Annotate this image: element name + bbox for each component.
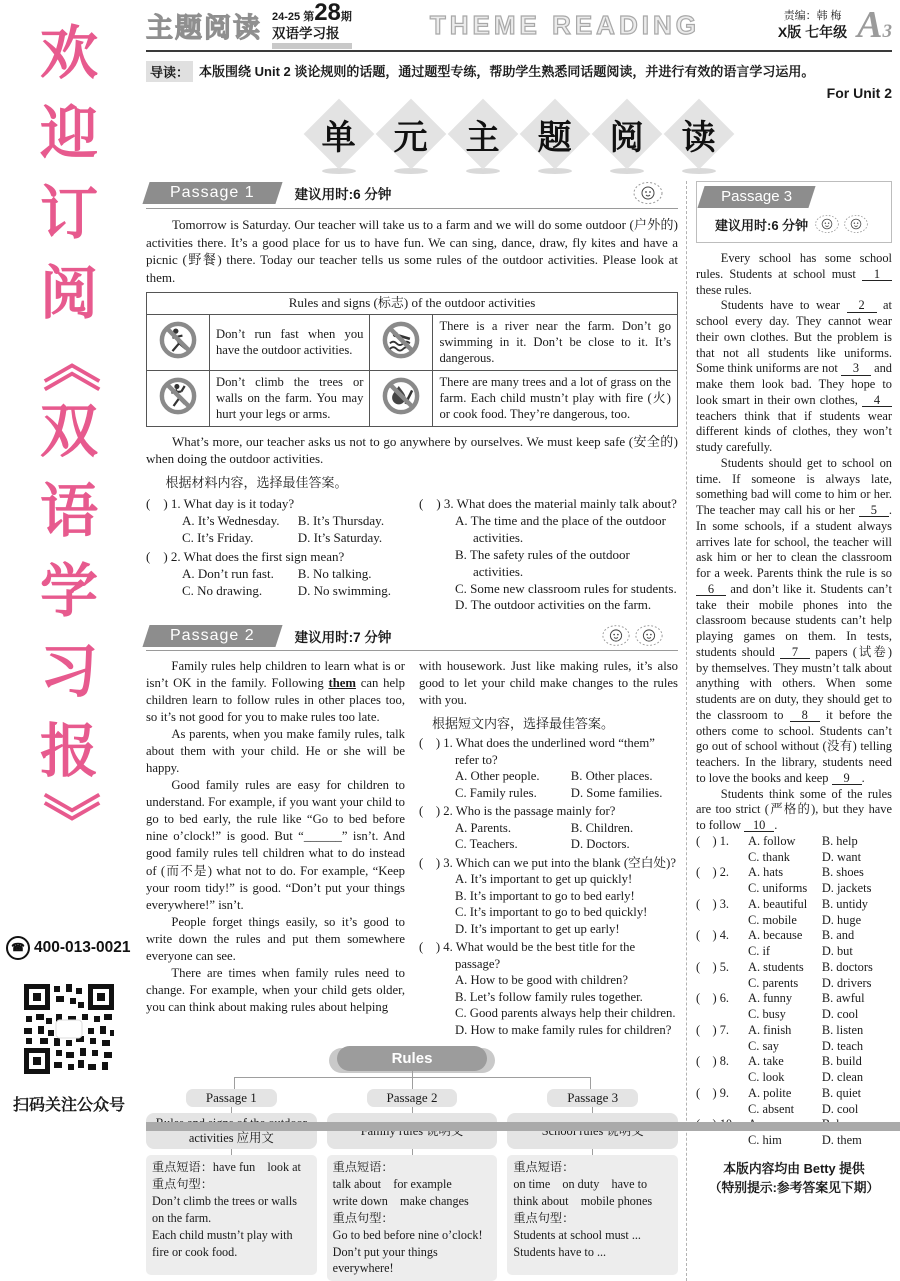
option: A. How to be good with children?: [455, 973, 629, 988]
doodle-icon: [814, 214, 869, 234]
option: D. drivers: [821, 975, 872, 990]
option: D. huge: [821, 912, 862, 927]
option: A. students: [748, 959, 804, 974]
intro-label: 导读：: [146, 61, 193, 82]
underlined-word: them: [328, 676, 356, 691]
vertical-slogan: [0, 0, 138, 850]
option: D. cool: [821, 1007, 859, 1021]
provider-note-line1: 本版内容均由 Betty 提供: [723, 1160, 865, 1176]
option-number: ( ) 7.: [696, 1022, 730, 1037]
option: C. if: [748, 944, 771, 958]
passage3-time: [703, 214, 885, 234]
no-fire-icon: [370, 370, 433, 426]
option: B. help: [821, 833, 858, 848]
note-line: 重点短语：: [332, 1160, 394, 1175]
paper-name: 双语学习报: [272, 25, 340, 41]
title-char-text: 元: [394, 118, 428, 157]
option: A. Parents.: [455, 820, 512, 835]
option-row: [696, 834, 892, 850]
passage2-col2: [419, 658, 678, 1038]
slogan-char: 迎: [39, 101, 98, 166]
note-line: Don’t put your things everywhere!: [332, 1244, 438, 1276]
intro-text: 本版围绕 Unit 2 谈论规则的话题，通过题型专练，帮助学生熟悉同话题阅读，并进行有效的语言学习运用。: [199, 64, 815, 79]
diagram-branch-passage1: [146, 1089, 317, 1281]
rule-text: Don’t climb the trees or walls on the farm. You may hurt your legs or arms.: [210, 370, 370, 426]
passage2-tab: [142, 625, 282, 647]
passage3-label: Passage 3: [721, 188, 793, 205]
option: C. busy: [748, 1007, 786, 1021]
option: B. listen: [821, 1022, 864, 1037]
passage2-paragraph: There are times when family rules need to change. For example, when your child gets older, you can think about making rules about helping: [146, 965, 405, 1014]
option: B. and: [821, 928, 855, 943]
phone-icon: ☎: [6, 936, 30, 960]
phone-number-row: [6, 936, 131, 960]
option-row: [696, 913, 892, 929]
passage2-label: Passage 2: [170, 626, 255, 644]
option-row: [696, 991, 892, 1007]
issue-number: 28: [314, 0, 341, 26]
option: A. beautiful: [748, 896, 808, 911]
option-row: [696, 1039, 892, 1055]
option: A. hats: [748, 865, 784, 880]
option: B. It’s Thursday.: [297, 512, 385, 528]
note-line: 重点短语：have fun look at: [152, 1160, 301, 1175]
theme-title: THEME READING: [429, 9, 700, 40]
passage2-time: 建议用时:7 分钟: [294, 629, 392, 645]
option-row: [696, 1007, 892, 1023]
option-row: [696, 1023, 892, 1039]
question-text: ( ) 4. What would be the best title for the passage?: [419, 940, 636, 971]
option: C. him: [748, 1133, 782, 1147]
option-row: [696, 881, 892, 897]
passage3-paragraph: Students think some of the rules are too strict (严格的), but they have to follow 10 .: [696, 786, 892, 832]
option: B. doctors: [821, 959, 873, 974]
option: B. Let’s follow family rules together.: [455, 989, 643, 1004]
branch-description: [327, 1113, 498, 1149]
passage1-header: [146, 181, 678, 209]
slogan-char: 语: [39, 479, 98, 544]
diagram-branch-passage2: [327, 1089, 498, 1281]
passage1-tab: [142, 182, 282, 204]
subscribe-sidebar: [0, 0, 138, 1131]
passage2-paragraph: As parents, when you make family rules, talk about them with your child. He or she will be happy.: [146, 727, 405, 776]
option: D. want: [821, 849, 862, 864]
edition-block: [778, 9, 847, 41]
qr-code: [22, 982, 116, 1081]
option-row: [696, 1054, 892, 1070]
option: B. Children.: [570, 820, 634, 835]
option: A. because: [748, 928, 803, 943]
option: C. mobile: [748, 912, 797, 927]
rules-signs-table: [146, 292, 678, 427]
option: B. build: [821, 1054, 862, 1069]
question-options: [146, 513, 405, 547]
main-area: [138, 0, 900, 1276]
option: C. uniforms: [748, 881, 808, 895]
edition-label: X版 七年级: [777, 24, 848, 41]
questions-left: [146, 494, 405, 614]
option: C. Teachers.: [455, 837, 518, 852]
summary-diagram: [146, 1046, 678, 1281]
slogan-char: 《: [36, 333, 102, 393]
option: D. It’s important to get up early!: [455, 921, 620, 936]
section-title: [146, 103, 892, 177]
passage1-closing: What’s more, our teacher asks us not to go anywhere by ourselves. We must keep safe (安全的) when doing the outdoor activities.: [146, 433, 678, 467]
slogan-char: 学: [39, 559, 98, 624]
option: B. Other places.: [570, 769, 653, 784]
option-row: [696, 976, 892, 992]
branch-description: activities 应用文: [146, 1113, 317, 1149]
option: A. It’s important to get up quickly!: [455, 872, 633, 887]
option: C. look: [748, 1070, 785, 1084]
paragraph-text: Family rules help children to learn what is or isn’t OK in the family. Following: [146, 659, 405, 691]
branch-label: Passage 2: [367, 1089, 458, 1107]
diagram-root: Rules: [337, 1046, 487, 1071]
passage3-header: [696, 181, 892, 243]
no-climbing-icon: [147, 370, 210, 426]
provider-note: [696, 1159, 892, 1197]
rule-text: There is a river near the farm. Don’t go swimming in it. Don’t be close to it. It’s dangerous.: [433, 314, 678, 370]
option-row: [696, 850, 892, 866]
option: A. Other people.: [455, 769, 540, 784]
note-line: write down make changes: [332, 1194, 469, 1209]
passage3-paragraph: Students should get to school on time. If someone is always late, something bad will come to him or her. The teacher may call his or her 5 . In some schools, if a student always arrives late for school, the teacher will ask him or her to clean the classroom for a week. Parents think the rule is so 6 and don’t like it. Students can’t take their mobile phones into the classroom because students can’t help playing games on them. In tests, students should 7 papers (试卷) by themselves. They mustn’t talk about anything with others. When some students are on duty, they should get to the classroom to 8 it before the others come to school. Students can’t go out of school without (没有) telling teachers. In the library, students need to love the books and keep 9 .: [696, 455, 892, 785]
option: B. No talking.: [297, 565, 372, 581]
no-running-icon: [147, 314, 210, 370]
option: A. The time and the place of the outdoor activities.: [455, 512, 666, 545]
title-char: [530, 103, 580, 177]
branch-notes: [507, 1155, 678, 1275]
title-char-text: 阅: [610, 118, 644, 157]
branch-notes: [146, 1155, 317, 1275]
provider-note-line2: （特别提示:参考答案见下期）: [708, 1179, 880, 1195]
note-line: 重点句型：: [152, 1177, 213, 1192]
title-char: [386, 103, 436, 177]
note-line: talk about for example: [332, 1177, 452, 1192]
question-options: [419, 768, 678, 801]
question-text: ( ) 1. What does the underlined word “them” refer to?: [419, 736, 655, 767]
title-char: [314, 103, 364, 177]
option-row: [696, 1070, 892, 1086]
option-number: ( ) 3.: [696, 896, 730, 911]
option-number: ( ) 9.: [696, 1085, 730, 1100]
option: C. Good parents always help their children.: [455, 1006, 676, 1021]
branch-description: [507, 1113, 678, 1149]
option-row: [696, 960, 892, 976]
passage3-paragraph: Students have to wear 2 at school every day. They cannot wear their own clothes. But the problem is that not all students like uniforms. Some think uniforms are not 3 and make them look bad. They hope to look smart in their own clothes, 4 teachers think that if students wear different kinds of clothes, they won’t study carefully.: [696, 298, 892, 454]
option-row: [696, 944, 892, 960]
diagram-connectors: [146, 1071, 678, 1089]
option: A. It’s Wednesday.: [182, 512, 280, 528]
diagram-branch-passage3: [507, 1089, 678, 1281]
table-caption: Rules and signs (标志) of the outdoor activities: [147, 292, 678, 314]
option-row: [696, 865, 892, 881]
rule-text: There are many trees and a lot of grass on the farm. Each child mustn’t play with fire (火) or cook food. They’re dangerous, too.: [433, 370, 678, 426]
option: D. It’s Saturday.: [297, 529, 383, 545]
option: B. awful: [821, 991, 865, 1006]
option: B. It’s important to go to bed early!: [455, 888, 635, 903]
slogan-char: 报: [39, 719, 98, 784]
branch-label: Passage 3: [547, 1089, 638, 1107]
option: C. It’s important to go to bed quickly!: [455, 905, 648, 920]
passage3-options: [696, 834, 892, 1149]
question-text: ( ) 3. What does the material mainly talk about?: [419, 496, 677, 512]
option-number: ( ) 1.: [696, 833, 730, 848]
passage3-time-text: 建议用时:6 分钟: [715, 217, 809, 233]
option: C. It’s Friday.: [182, 529, 254, 545]
note-line: Students have to ...: [513, 1244, 607, 1259]
option-row: [696, 1102, 892, 1118]
option: D. teach: [821, 1038, 864, 1053]
question-options: [419, 820, 678, 853]
passage1-time: 建议用时:6 分钟: [294, 187, 392, 202]
option: C. thank: [748, 849, 790, 864]
note-line: 重点句型：: [332, 1210, 394, 1225]
passage2-body: [146, 658, 678, 1038]
bottom-rule-bar: [146, 1122, 900, 1131]
title-char-text: 读: [682, 118, 716, 157]
option: A. take: [748, 1054, 784, 1069]
slogan-char: 阅: [39, 261, 98, 326]
question-text: ( ) 2. What does the first sign mean?: [146, 548, 345, 564]
slogan-char: 双: [39, 399, 98, 464]
option: A. finish: [748, 1022, 792, 1037]
option: A. Don’t run fast.: [182, 565, 274, 581]
option: B. untidy: [821, 896, 868, 911]
option: C. absent: [748, 1101, 795, 1116]
passage2-col1: [146, 658, 405, 1038]
slogan-char: 订: [39, 181, 98, 246]
title-char: [602, 103, 652, 177]
qr-caption: 扫码关注公众号: [12, 1097, 125, 1114]
note-line: Students at school must ...: [513, 1227, 641, 1242]
no-swimming-icon: [370, 314, 433, 370]
option-row: [696, 1086, 892, 1102]
passage1-instruction: 根据材料内容，选择最佳答案。: [165, 476, 348, 492]
question-text: ( ) 1. What day is it today?: [146, 496, 295, 512]
branch-label: Passage 1: [186, 1089, 277, 1107]
option-number: ( ) 5.: [696, 959, 730, 974]
passage2-paragraph: [146, 658, 405, 726]
note-line: Go to bed before nine o’clock!: [332, 1227, 483, 1242]
doodle-icon: [632, 181, 664, 205]
issue-prefix: 24-25 第: [272, 10, 315, 23]
slogan-char: 》: [36, 791, 102, 851]
left-column: [146, 181, 678, 1281]
title-char: [674, 103, 724, 177]
option: C. say: [748, 1038, 779, 1053]
option: A. follow: [748, 833, 796, 848]
rule-text: Don’t run fast when you have the outdoor activities.: [210, 314, 370, 370]
option: C. Some new classroom rules for students.: [455, 580, 677, 596]
question-text: ( ) 2. Who is the passage mainly for?: [419, 804, 616, 819]
note-line: 重点短语：: [513, 1160, 575, 1175]
passage3-tab: [697, 186, 815, 208]
title-char-text: 单: [322, 118, 356, 157]
passage2-paragraph: Good family rules are easy for children to understand. For example, if you want your child to go to bed early, the rule like “Go to bed before nine o’clock!” is good. But “______” isn’t. And good family rules tell children what to do instead of (而不是) what not to do. For example, “Keep your room tidy!” is good. “Don’t put your things everywhere!” isn’t.: [146, 778, 405, 912]
option-number: ( ) 8.: [696, 1054, 730, 1069]
option: D. The outdoor activities on the farm.: [455, 597, 652, 613]
option-number: ( ) 4.: [696, 928, 730, 943]
option: C. Family rules.: [455, 785, 537, 800]
passage2-header: [146, 624, 678, 651]
option-number: ( ) 2.: [696, 865, 730, 880]
option: A. funny: [748, 991, 793, 1006]
note-line: 重点句型：: [513, 1210, 575, 1225]
title-char: [458, 103, 508, 177]
passage2-instruction: 根据短文内容，选择最佳答案。: [432, 717, 615, 733]
option: C. No drawing.: [182, 582, 263, 598]
option: D. them: [821, 1133, 862, 1147]
passage1-label: Passage 1: [170, 184, 255, 201]
option-row: [696, 1133, 892, 1149]
masthead: [146, 0, 892, 52]
option-row: [696, 928, 892, 944]
passage2-paragraph: People forget things easily, so it’s good to write down the rules and put them somewhere everyone can see.: [146, 914, 405, 963]
note-line: on time on duty have to: [513, 1177, 648, 1192]
branch-notes: [327, 1155, 498, 1281]
option: B. The safety rules of the outdoor activities.: [455, 546, 630, 579]
slogan-char: 习: [39, 639, 98, 704]
option: D. jackets: [821, 881, 872, 895]
paragraph-text: can help children learn to follow rules in other places too, so it’s not good for you to make rules too late.: [146, 676, 406, 725]
note-line: think about mobile phones: [513, 1194, 653, 1209]
issue-suffix: 期: [340, 10, 352, 23]
option: C. parents: [748, 975, 799, 990]
content-columns: [146, 181, 892, 1281]
phone-number: 400-013-0021: [34, 939, 131, 956]
note-line: Don’t climb the trees or walls on the farm.: [152, 1194, 297, 1225]
option: D. cool: [821, 1101, 859, 1116]
option: D. but: [821, 944, 853, 958]
passage3-paragraph: Every school has some school rules. Students at school must 1 these rules.: [696, 251, 892, 297]
option: D. Some families.: [570, 785, 663, 800]
option-row: [696, 897, 892, 913]
option: B. quiet: [821, 1085, 862, 1100]
title-char-text: 题: [538, 118, 572, 157]
editor-credit: 责编：韩 梅: [783, 9, 842, 22]
questions-right: [419, 494, 678, 614]
paper-logo: 主题阅读: [146, 12, 262, 43]
option: D. No swimming.: [297, 582, 391, 598]
title-char-text: 主: [466, 118, 500, 157]
passage1-questions: [146, 494, 678, 614]
unit-tag: For Unit 2: [826, 85, 892, 101]
issue-block: [272, 1, 352, 50]
page-code: [857, 6, 892, 44]
page-letter: A: [857, 4, 883, 46]
passage2-paragraph: with housework. Just like making rules, it’s also good to let your child make changes to the rules with you.: [419, 659, 678, 708]
passage1-paragraph: Tomorrow is Saturday. Our teacher will take us to a farm and we will do some outdoor (户外的) activities there. It’s a good place for us to have fun. We can sing, dance, draw, fly kites and have a picnic (野餐) there. Today our teacher tells us some rules of the outdoor activities. Please look at them.: [146, 217, 678, 286]
right-column: [686, 181, 892, 1281]
option: D. Doctors.: [570, 837, 630, 852]
option: B. shoes: [821, 865, 864, 880]
note-line: Each child mustn’t play with fire or cook food.: [152, 1227, 293, 1259]
option: A. polite: [748, 1085, 792, 1100]
slogan-char: 欢: [39, 21, 98, 86]
question-text: ( ) 3. Which can we put into the blank (空白处)?: [419, 855, 676, 870]
page-number: 3: [882, 21, 892, 42]
option: D. clean: [821, 1070, 864, 1084]
question-options: [146, 566, 405, 600]
doodle-icon: [601, 624, 664, 647]
option-number: ( ) 6.: [696, 991, 730, 1006]
intro-row: [146, 61, 892, 82]
option: D. How to make family rules for children?: [455, 1022, 672, 1037]
